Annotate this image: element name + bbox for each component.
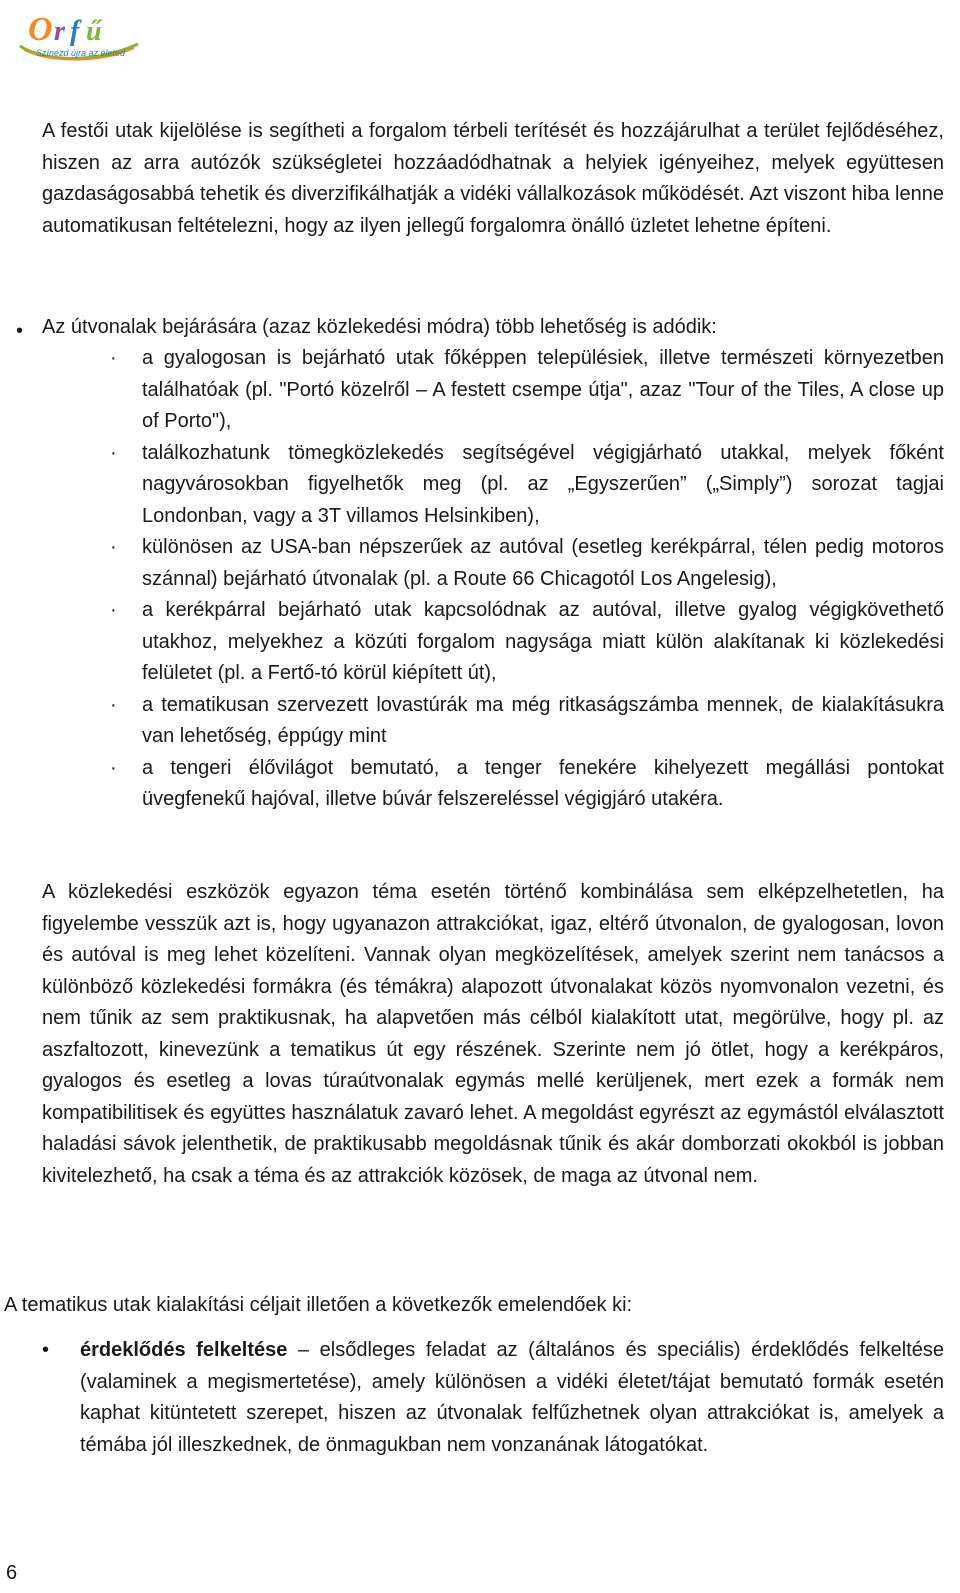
sub-bullet: · xyxy=(110,536,117,558)
list-item-text: a gyalogosan is bejárható utak főképpen településiek, illetve természeti környezetben találhatóak (pl. "Portó közelről – A festett csempe útja", azaz "Tour of the Tiles, A close up of Porto"), xyxy=(142,347,944,432)
bullet-intro: Az útvonalak bejárására (azaz közlekedési módra) több lehetőség is adódik: xyxy=(42,316,717,338)
list-item xyxy=(110,532,944,595)
list-item xyxy=(110,690,944,753)
sub-bullet: · xyxy=(110,693,117,716)
sub-bullet: · xyxy=(110,756,117,779)
goal-list-item xyxy=(42,1335,944,1461)
svg-text:O: O xyxy=(28,11,53,48)
svg-text:r: r xyxy=(54,16,65,47)
logo-graphic xyxy=(14,4,144,68)
logo-tagline: Színezd újra az életed xyxy=(36,48,126,58)
bullet-dot: • xyxy=(42,1339,50,1361)
list-item-text: a kerékpárral bejárható utak kapcsolódnak az autóval, illetve gyalog végigkövethető utakhoz, melyekhez a közúti forgalom nagysága miatt külön alakítanak ki közlekedési felületet (pl. a Fertő-tó körül kiépített út), xyxy=(142,599,944,684)
list-item-text: a tematikusan szervezett lovastúrák ma még ritkaságszámba mennek, de kialakításukra van lehetőség, éppúgy mint xyxy=(142,693,944,747)
list-item-text: különösen az USA-ban népszerűek az autóval (esetleg kerékpárral, télen pedig motoros szánnal) bejárható útvonalak (pl. a Route 66 Chicagotól Los Angelesig), xyxy=(142,536,944,590)
paragraph-goals-intro: A tematikus utak kialakítási céljait illetően a következők emelendőek ki: xyxy=(4,1294,633,1316)
goal-description: – elsődleges feladat az (általános és speciális) érdeklődés felkeltése (valaminek a megismertetése), amely különösen a vidéki életet/tájat bemutató formák esetén kaphat kitüntetett szerepet, hiszen az útvonalak felfűzhetnek olyan attrakciókat is, amelyek a témába jól illeszkednek, de önmagukban nem vonzanának látogatókat. xyxy=(80,1339,944,1456)
list-item xyxy=(110,595,944,690)
sub-bullet: · xyxy=(110,599,117,621)
paragraph-combination: A közlekedési eszközök egyazon téma esetén történő kombinálása sem elképzelhetetlen, ha figyelembe vesszük azt is, hogy ugyanazon attrakciókat, igaz, eltérő útvonalon, de gyalogosan, lovon és autóval is meg lehet közelíteni. Vannak olyan megközelítések, amelyek szerint nem tanácsos a különböző közlekedési formákra (és témákra) alapozott útvonalakat közös nyomvonalon vezetni, és nem tűnik az sem praktikusnak, ha alapvetően más célból kialakított utat, megörülve, hogy pl. az aszfaltozott, kinevezünk a tematikus út egy részének. Szerinte nem jó ötlet, hogy a kerékpáros, gyalogos és esetleg a lovas túraútvonalak egymás mellé kerüljenek, mert ezek a formák nem kompatibilitisek és együttes használatuk zavaró lehet. A megoldást egyrészt az egymástól elválasztott haladási sávok jelenthetik, de praktikusabb megoldásnak tűnik és akár domborzati okokból is jobban kivitelezhető, ha csak a téma és az attrakciók közösek, de maga az útvonal nem. xyxy=(42,881,944,1187)
svg-text:f: f xyxy=(70,16,80,47)
transport-mode-list xyxy=(110,343,944,816)
list-item xyxy=(110,438,944,533)
svg-text:ű: ű xyxy=(86,16,102,47)
page-number: 6 xyxy=(6,1562,18,1584)
list-item xyxy=(110,753,944,816)
paragraph-scenic-routes: A festői utak kijelölése is segítheti a forgalom térbeli terítését és hozzájárulhat a terület fejlődéséhez, hiszen az arra autózók szükségletei hozzáadódhatnak a helyiek igényeihez, melyek együttesen gazdaságosabbá tehetik és diverzifikálhatják a vidéki vállalkozások működését. Azt viszont hiba lenne automatikusan feltételezni, hogy az ilyen jellegű forgalomra önálló üzletet lehetne építeni. xyxy=(42,120,944,237)
sub-bullet: · xyxy=(110,441,117,464)
list-item xyxy=(110,343,944,438)
list-item-text: a tengeri élővilágot bemutató, a tenger fenekére kihelyezett megállási pontokat üvegfenekű hajóval, illetve búvár felszereléssel végigjáró utakéra. xyxy=(142,756,944,810)
goal-text xyxy=(42,1335,944,1461)
list-item-text: találkozhatunk tömegközlekedés segítségével végigjárható utakkal, melyek főként nagyvárosokban figyelhetők meg (pl. az „Egyszerűen” („Simply”) sorozat tagjai Londonban, vagy a 3T villamos Helsinkiben), xyxy=(142,441,944,527)
goal-title: érdeklődés felkeltése xyxy=(80,1339,288,1361)
sub-bullet: · xyxy=(110,347,117,369)
bullet-dot: • xyxy=(16,320,24,342)
